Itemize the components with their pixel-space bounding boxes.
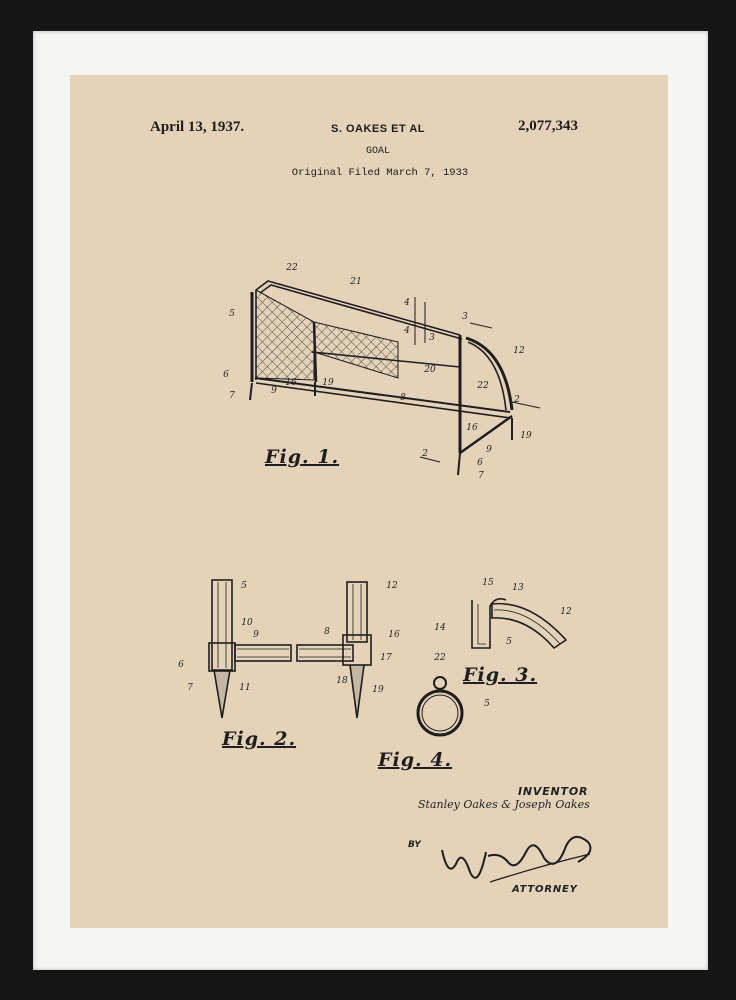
fig4-numeral: 22 — [434, 653, 446, 663]
fig1-numeral: 16 — [285, 378, 297, 388]
attorney-label: ATTORNEY — [512, 884, 578, 895]
inventor-names: Stanley Oakes & Joseph Oakes — [418, 798, 590, 811]
patent-title: GOAL — [365, 146, 390, 157]
fig2-numeral: 12 — [386, 581, 398, 591]
by-label: BY — [408, 840, 421, 850]
fig3-numeral: 14 — [434, 623, 446, 633]
patent-date: April 13, 1937. — [150, 119, 245, 135]
fig2-numeral: 6 — [178, 660, 184, 670]
fig2-section-drawing — [209, 580, 371, 718]
fig2-numeral: 8 — [324, 627, 330, 637]
attorney-signature — [442, 837, 590, 882]
fig1-numeral: 2 — [514, 395, 520, 405]
inventor-heading: INVENTOR — [518, 785, 589, 798]
fig2-numeral: 18 — [336, 676, 348, 686]
fig2-numeral: 7 — [187, 683, 193, 693]
fig1-numeral: 20 — [424, 365, 436, 375]
fig4-ring-drawing — [418, 677, 462, 735]
fig1-numeral: 7 — [229, 391, 235, 401]
fig1-numeral: 3 — [462, 312, 468, 322]
fig2-numeral: 9 — [253, 630, 259, 640]
fig4-label: Fig. 4. — [378, 749, 453, 771]
fig1-numeral: 8 — [400, 393, 406, 403]
patent-inventors: S. OAKES ET AL — [331, 123, 425, 135]
fig1-numeral: 22 — [477, 381, 489, 391]
fig1-label: Fig. 1. — [265, 446, 340, 468]
fig3-numeral: 5 — [506, 637, 512, 647]
fig2-numeral: 16 — [388, 630, 400, 640]
fig1-numeral: 3 — [429, 333, 435, 343]
fig1-numeral: 9 — [486, 445, 492, 455]
fig2-numeral: 5 — [241, 581, 247, 591]
filed-date: Original Filed March 7, 1933 — [291, 167, 469, 179]
fig2-numeral: 17 — [380, 653, 392, 663]
fig1-numeral: 7 — [478, 471, 484, 481]
fig1-numeral: 22 — [286, 263, 298, 273]
fig2-numeral: 11 — [239, 683, 251, 693]
fig1-numeral: 2 — [422, 449, 428, 459]
reference-numerals — [178, 263, 572, 709]
fig1-numeral: 9 — [271, 386, 277, 396]
fig1-numeral: 12 — [513, 346, 525, 356]
fig2-numeral: 19 — [372, 685, 384, 695]
fig1-numeral: 5 — [229, 309, 235, 319]
patent-number: 2,077,343 — [518, 118, 578, 134]
fig2-numeral: 10 — [241, 618, 253, 628]
fig2-label: Fig. 2. — [222, 728, 297, 750]
fig1-numeral: 6 — [477, 458, 483, 468]
fig3-fitting-drawing — [472, 599, 566, 648]
fig3-numeral: 13 — [512, 583, 524, 593]
fig3-numeral: 15 — [482, 578, 494, 588]
fig1-numeral: 4 — [404, 326, 410, 336]
fig1-numeral: 6 — [223, 370, 229, 380]
fig3-numeral: 12 — [560, 607, 572, 617]
fig1-numeral: 21 — [350, 277, 362, 287]
fig1-numeral: 19 — [520, 431, 532, 441]
fig3-label: Fig. 3. — [463, 664, 538, 686]
fig4-numeral: 5 — [484, 699, 490, 709]
fig1-numeral: 16 — [466, 423, 478, 433]
fig1-numeral: 4 — [404, 298, 410, 308]
fig1-numeral: 19 — [322, 378, 334, 388]
